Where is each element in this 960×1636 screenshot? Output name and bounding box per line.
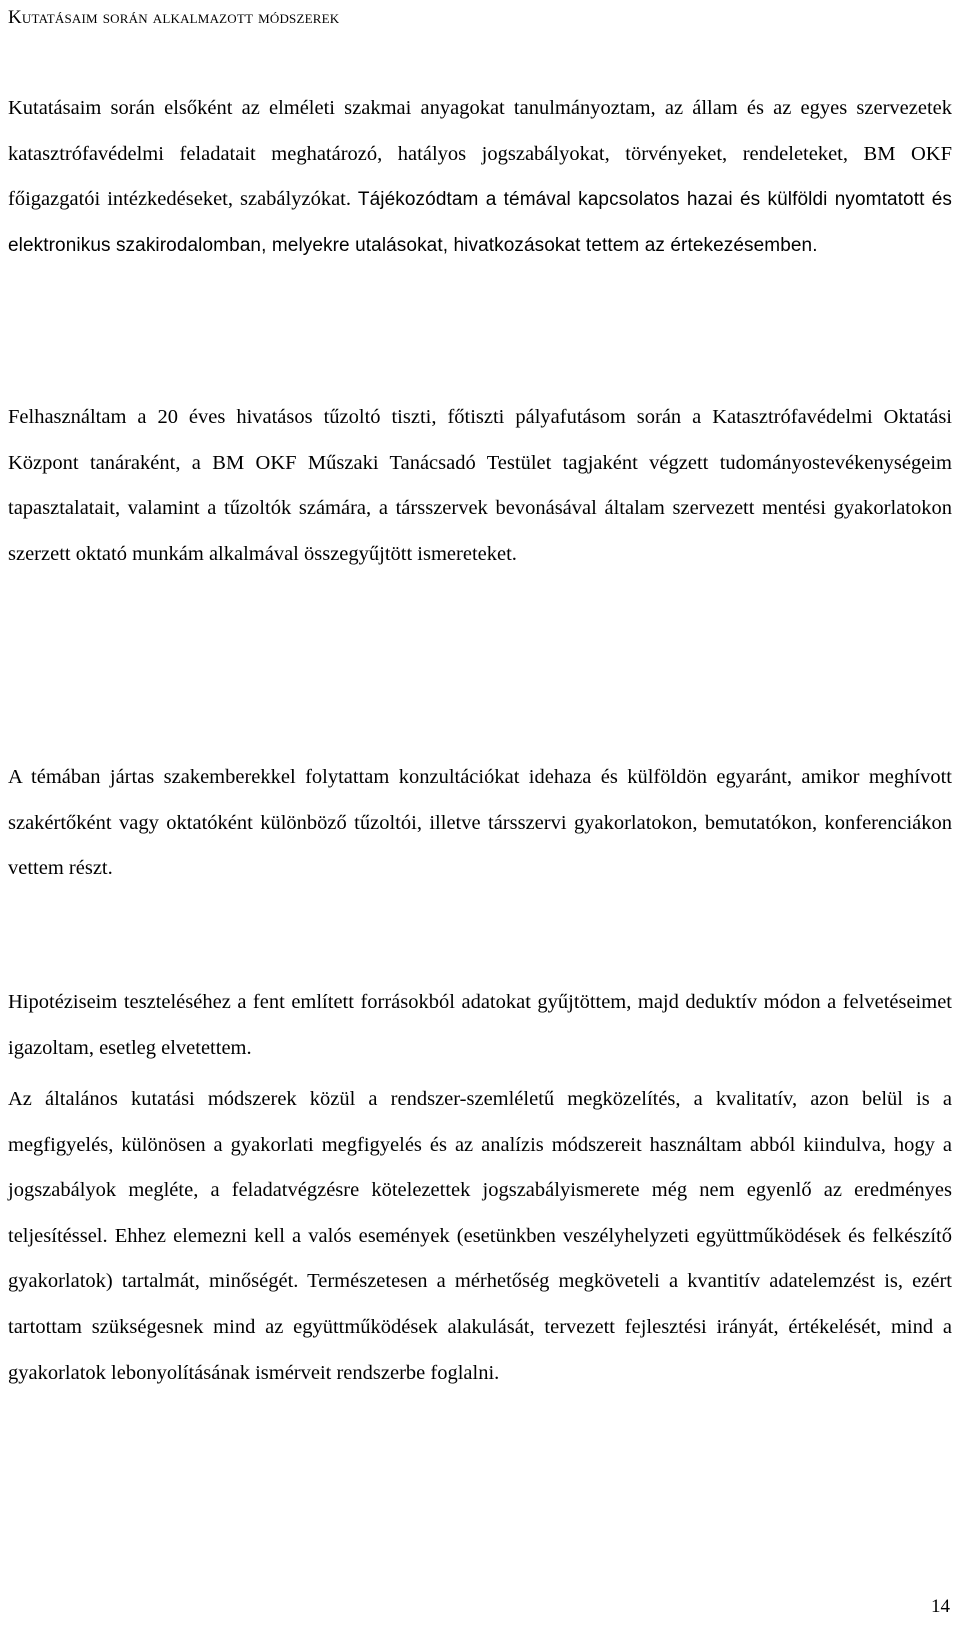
page-number: 14 (931, 1596, 950, 1617)
paragraph-experience: Felhasználtam a 20 éves hivatásos tűzoltó tiszti, főtiszti pályafutásom során a Katasztrófavédelmi Oktatási Központ tanáraként, a BM OKF Műszaki Tanácsadó Testület tagjaként végzett tudományostevékenységeim tapasztalatait, valamint a tűzoltók számára, a társszervek bevonásával általam szervezett mentési gyakorlatokon szerzett oktató munkám alkalmával összegyűjtött ismereteket. (8, 406, 952, 565)
paragraph-general-methods: Az általános kutatási módszerek közül a rendszer-szemléletű megközelítés, a kvalitatív, azon belül is a megfigyelés, különösen a gyakorlati megfigyelés és az analízis módszereit használtam abból kiindulva, hogy a jogszabályok megléte, a feladatvégzésre kötelezettek jogszabályismerete még nem egyenlő az eredményes teljesítéssel. Ehhez elemezni kell a valós események (esetünkben veszélyhelyzeti együttműködések és felkészítő gyakorlatok) tartalmát, minőségét. Természetesen a mérhetőség megköveteli a kvantitív adatelemzést is, ezért tartottam szükségesnek mind az együttműködések alakulását, tervezett fejlesztési irányát, értékelését, mind a gyakorlatok lebonyolításának ismérveit rendszerbe foglalni. (8, 1088, 952, 1384)
paragraph-consultations: A témában jártas szakemberekkel folytattam konzultációkat idehaza és külföldön egyaránt, amikor meghívott szakértőként vagy oktatóként különböző tűzoltói, illetve társszervi gyakorlatokon, bemutatókon, konferenciákon vettem részt. (8, 766, 952, 880)
paragraph-methods-sources-part2: Tájékozódtam a témával kapcsolatos hazai és külföldi nyomtatott és elektronikus szakirodalomban, melyekre utalásokat, hivatkozásokat tettem az értekezésemben. (8, 189, 952, 256)
paragraph-methods-sources (8, 86, 952, 268)
paragraph-hypotheses: Hipotéziseim teszteléséhez a fent említett forrásokból adatokat gyűjtöttem, majd deduktív módon a felvetéseimet igazoltam, esetleg elvetettem. (8, 991, 952, 1059)
section-heading: Kutatásaim során alkalmazott módszerek (8, 7, 340, 28)
paragraph-methods-sources-part1: Kutatásaim során elsőként az elméleti szakmai anyagokat tanulmányoztam, az állam és az egyes szervezetek katasztrófavédelmi feladatait meghatározó, hatályos jogszabályokat, törvényeket, rendeleteket, BM OKF főigazgatói intézkedéseket, szabályzókat. (8, 97, 952, 211)
